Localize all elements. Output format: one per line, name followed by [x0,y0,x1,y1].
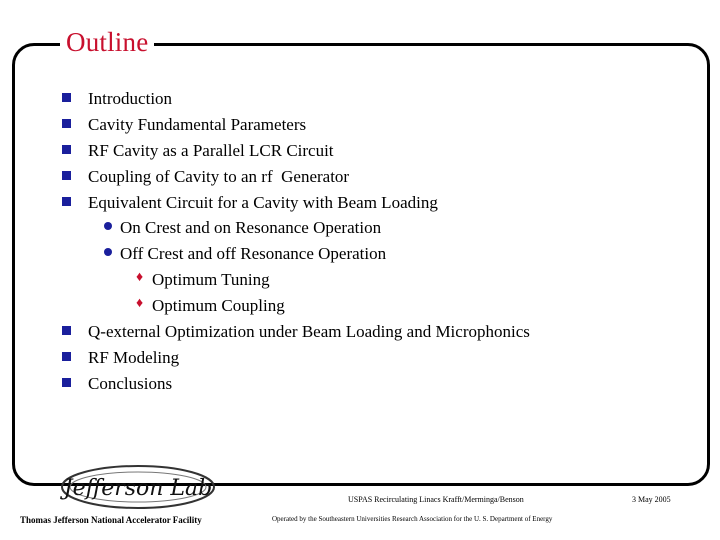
logo-text: Jefferson Lab [63,476,213,501]
outline-item: Coupling of Cavity to an rf Generator [88,167,350,186]
round-bullet-icon [104,248,112,256]
diamond-bullet-icon: ♦ [136,270,144,285]
square-bullet-icon [62,326,71,335]
square-bullet-icon [62,378,71,387]
outline-item: Q-external Optimization under Beam Loading and Microphonics [88,322,530,341]
outline-subsubitem: Optimum Tuning [152,270,270,289]
lab-name: Thomas Jefferson National Accelerator Facility [20,515,202,525]
square-bullet-icon [62,93,71,102]
outline-subitem: Off Crest and off Resonance Operation [120,244,387,263]
course-info: USPAS Recirculating Linacs Krafft/Merminga/Benson [348,495,524,504]
square-bullet-icon [62,119,71,128]
square-bullet-icon [62,197,71,206]
square-bullet-icon [62,145,71,154]
diamond-bullet-icon: ♦ [136,296,144,311]
outline-item: Equivalent Circuit for a Cavity with Beam Loading [88,193,438,212]
round-bullet-icon [104,222,112,230]
outline-item: Cavity Fundamental Parameters [88,115,307,134]
operated-by: Operated by the Southeastern Universities Research Association for the U. S. Department of Energy [272,515,553,523]
outline-item: RF Modeling [88,348,180,367]
outline-item: RF Cavity as a Parallel LCR Circuit [88,141,334,160]
slide-title: Outline [66,27,149,57]
outline-subsubitem: Optimum Coupling [152,296,285,315]
slide-date: 3 May 2005 [632,495,671,504]
outline-item: Introduction [88,89,173,108]
jefferson-lab-logo [58,462,218,512]
outline-item: Conclusions [88,374,173,393]
square-bullet-icon [62,171,71,180]
square-bullet-icon [62,352,71,361]
outline-subitem: On Crest and on Resonance Operation [120,218,382,237]
